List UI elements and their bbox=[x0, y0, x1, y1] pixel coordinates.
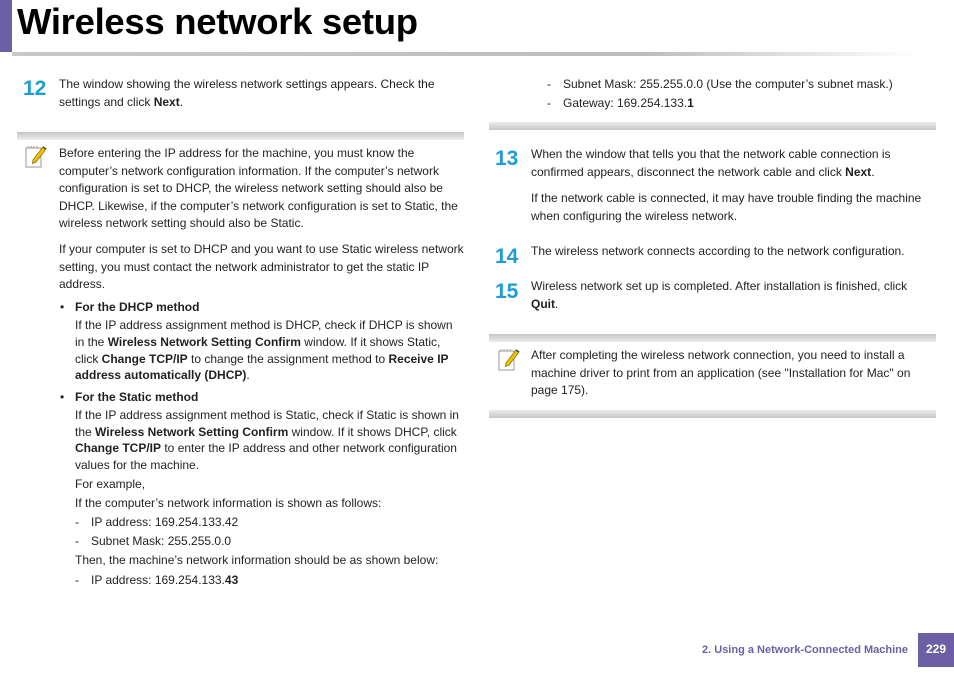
note-1-para-1: Before entering the IP address for the machine, you must know the computer’s network configuration information. If the computer’s network configuration is set to DHCP, the wireless network setting should also be DHCP. Likewise, if the computer’s network configuration is set to Static, the wireless network setting should also be Static. bbox=[59, 146, 458, 230]
dhcp-bold-1: Wireless Network Setting Confirm bbox=[107, 334, 301, 349]
step-12-text-part: The window showing the wireless network settings appears. Check the settings and click bbox=[59, 77, 435, 109]
dhcp-text-3: to change the assignment method to bbox=[187, 351, 389, 366]
dash-marker: - bbox=[547, 96, 551, 110]
dhcp-text-4: . bbox=[246, 368, 250, 383]
static-text-1: If the IP address assignment method is Static, check if Static is shown in the bbox=[75, 408, 459, 439]
machine-subnet-mask: Subnet Mask: 255.255.0.0 (Use the computer’s subnet mask.) bbox=[563, 77, 893, 91]
pc-ip-address: IP address: 169.254.133.42 bbox=[91, 515, 239, 529]
dhcp-text-1: If the IP address assignment method is DHCP, check if DHCP is shown in the bbox=[75, 318, 453, 349]
step-13-text: When the window that tells you that the network cable connection is confirmed appears, disconnect the network cable and click bbox=[531, 147, 891, 179]
next-label: Next bbox=[153, 94, 180, 109]
header-rule bbox=[12, 52, 917, 56]
dhcp-heading bbox=[75, 299, 199, 317]
dash-marker: - bbox=[75, 534, 79, 548]
pencil-note-icon bbox=[24, 143, 48, 169]
dash-marker: - bbox=[75, 515, 79, 529]
static-text-3: to enter the IP address and other network configuration values for the machine. bbox=[75, 441, 457, 472]
static-text-2: window. If it shows DHCP, click bbox=[288, 424, 457, 439]
static-heading bbox=[75, 389, 198, 407]
next-label: Next bbox=[845, 164, 872, 179]
machine-gateway-prefix: Gateway: 169.254.133. bbox=[563, 96, 688, 110]
quit-label: Quit bbox=[531, 296, 555, 311]
machine-gateway-suffix: 1 bbox=[687, 96, 694, 110]
step-12-text bbox=[59, 76, 469, 111]
machine-gateway bbox=[563, 95, 694, 113]
pencil-note-icon bbox=[497, 346, 521, 372]
page-number: 229 bbox=[918, 633, 954, 667]
header-accent-bar bbox=[0, 0, 12, 52]
note-2-text: After completing the wireless network connection, you need to install a machine driver to print from an application (see "Installation for Mac" on page 175). bbox=[531, 348, 911, 397]
bullet-static: • bbox=[60, 390, 65, 404]
note-top-bar bbox=[17, 132, 464, 140]
for-example-text: For example, bbox=[75, 477, 146, 491]
machine-info-intro: Then, the machine’s network information should be as shown below: bbox=[75, 553, 439, 567]
static-body bbox=[75, 407, 465, 473]
pc-info-intro: If the computer’s network information is shown as follows: bbox=[75, 496, 382, 510]
note-1-para-2: If your computer is set to DHCP and you want to use Static wireless network setting, you must contact the network administrator to get the static IP address. bbox=[59, 242, 464, 291]
static-bold-1: Wireless Network Setting Confirm bbox=[95, 424, 289, 439]
pc-subnet-mask: Subnet Mask: 255.255.0.0 bbox=[91, 534, 232, 548]
step-14-text: The wireless network connects according to the network configuration. bbox=[531, 244, 905, 258]
dhcp-body bbox=[75, 317, 465, 384]
note-bottom-bar bbox=[489, 410, 936, 418]
dash-marker: - bbox=[547, 77, 551, 91]
footer-chapter-link[interactable]: 2. Using a Network-Connected Machine bbox=[702, 644, 908, 656]
dhcp-bold-2: Change TCP/IP bbox=[101, 351, 188, 366]
step-15-text-end: . bbox=[555, 296, 559, 311]
step-number-12: 12 bbox=[23, 77, 47, 100]
dhcp-text-2: window. If it shows Static, click bbox=[75, 334, 441, 366]
step-number-13: 13 bbox=[495, 147, 519, 170]
step-number-15: 15 bbox=[495, 280, 519, 303]
note-top-bar bbox=[489, 334, 936, 342]
machine-ip-prefix: IP address: 169.254.133. bbox=[91, 573, 225, 587]
step-13-text-end: . bbox=[871, 164, 875, 179]
step-13-para-2: If the network cable is connected, it may have trouble finding the machine when configuring the wireless network. bbox=[531, 191, 922, 223]
step-12-text-end: . bbox=[179, 94, 184, 109]
bullet-dhcp: • bbox=[60, 300, 65, 314]
step-number-14: 14 bbox=[495, 245, 519, 268]
step-13-para-1 bbox=[531, 146, 936, 181]
dhcp-heading-text: For the DHCP method bbox=[75, 300, 200, 314]
static-bold-2: Change TCP/IP bbox=[75, 441, 162, 455]
static-heading-text: For the Static method bbox=[75, 390, 199, 404]
dhcp-bold-3: Receive IP address automatically (DHCP) bbox=[75, 351, 449, 383]
page-title: Wireless network setup bbox=[17, 1, 418, 42]
step-15-text-part: Wireless network set up is completed. After installation is finished, click bbox=[531, 279, 908, 293]
step-15-text bbox=[531, 278, 936, 313]
machine-ip-address bbox=[91, 572, 238, 590]
dash-marker: - bbox=[75, 573, 79, 587]
note-bottom-bar bbox=[489, 122, 936, 130]
machine-ip-suffix: 43 bbox=[224, 573, 239, 587]
